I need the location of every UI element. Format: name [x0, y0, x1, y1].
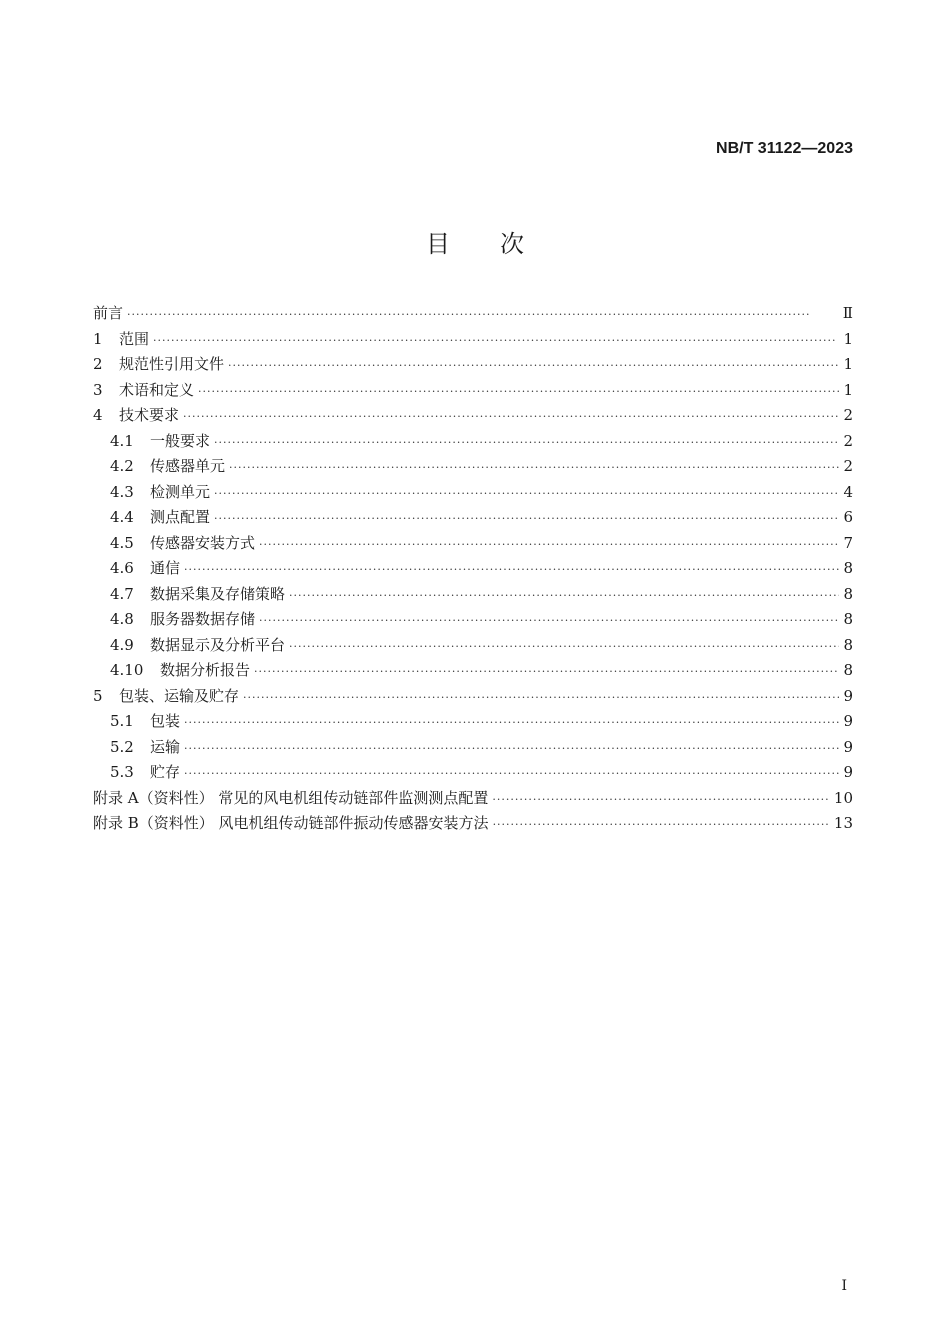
- standard-number: NB/T 31122—2023: [716, 140, 853, 157]
- toc-entry[interactable]: [93, 481, 853, 507]
- dot-leader: [259, 538, 839, 551]
- dot-leader: [184, 742, 839, 755]
- toc-entry-number: 5.3: [110, 763, 134, 781]
- dot-leader: [153, 334, 839, 347]
- dot-leader: [254, 665, 839, 678]
- toc-entry-title: 技术要求: [119, 406, 180, 424]
- dot-leader: [259, 614, 839, 627]
- toc-entry-page: 2: [843, 431, 853, 450]
- toc-entry-page: 1: [843, 380, 853, 399]
- toc-entry[interactable]: [93, 404, 853, 430]
- toc-entry-title: 一般要求: [150, 431, 211, 450]
- toc-entry[interactable]: [93, 761, 853, 787]
- toc-entry-title: 附录 A（资料性） 常见的风电机组传动链部件监测测点配置: [93, 788, 489, 807]
- toc-entry-title: 贮存: [150, 763, 181, 781]
- dot-leader: [492, 793, 830, 806]
- toc-entry-page: 6: [843, 508, 853, 526]
- toc-entry-number: 4.10: [110, 661, 144, 679]
- dot-leader: [289, 589, 839, 602]
- toc-entry[interactable]: [93, 302, 853, 328]
- toc-entry[interactable]: [93, 328, 853, 354]
- toc-entry-number: 4.6: [110, 559, 134, 577]
- table-of-contents: [93, 302, 853, 838]
- toc-entry[interactable]: [93, 634, 853, 660]
- page-number: I: [841, 1278, 847, 1294]
- toc-entry-number: 4.2: [110, 457, 134, 475]
- toc-entry-title: 测点配置: [150, 508, 211, 526]
- toc-entry-page: 7: [843, 533, 853, 552]
- toc-entry-title: 术语和定义: [119, 380, 195, 399]
- toc-entry-page: 8: [843, 610, 853, 628]
- toc-entry-number: 4.5: [110, 533, 134, 552]
- toc-entry-page: 8: [843, 661, 853, 679]
- toc-entry[interactable]: [93, 506, 853, 532]
- toc-entry-page: 2: [843, 457, 853, 475]
- toc-entry-number: 5.2: [110, 737, 134, 756]
- toc-entry-title: 包装: [150, 712, 181, 730]
- toc-entry-title: 附录 B（资料性） 风电机组传动链部件振动传感器安装方法: [93, 814, 489, 832]
- toc-entry[interactable]: [93, 736, 853, 762]
- toc-entry-page: 8: [843, 559, 853, 577]
- dot-leader: [198, 385, 839, 398]
- toc-entry-number: 4.3: [110, 482, 134, 501]
- toc-entry-title: 传感器安装方式: [150, 533, 256, 552]
- page-title: 目次: [426, 230, 574, 258]
- dot-leader: [184, 767, 839, 780]
- dot-leader: [184, 563, 839, 576]
- dot-leader: [229, 461, 839, 474]
- toc-entry[interactable]: [93, 353, 853, 379]
- toc-entry-number: 4.9: [110, 635, 134, 654]
- toc-entry-title: 数据显示及分析平台: [150, 635, 286, 654]
- toc-entry[interactable]: [93, 379, 853, 405]
- toc-entry-page: 2: [843, 406, 853, 424]
- toc-entry[interactable]: [93, 532, 853, 558]
- toc-entry[interactable]: [93, 659, 853, 685]
- toc-entry-title: 通信: [150, 559, 181, 577]
- toc-entry-page: 9: [843, 712, 853, 730]
- dot-leader: [243, 691, 839, 704]
- toc-entry-number: 5: [93, 686, 103, 705]
- toc-entry[interactable]: [93, 583, 853, 609]
- toc-entry-page: Ⅱ: [842, 304, 853, 322]
- toc-entry-title: 传感器单元: [150, 457, 226, 475]
- dot-leader: [127, 308, 839, 321]
- toc-entry-title: 规范性引用文件: [119, 355, 225, 373]
- toc-entry-page: 1: [843, 355, 853, 373]
- toc-entry[interactable]: [93, 787, 853, 813]
- toc-entry-page: 9: [843, 737, 853, 756]
- dot-leader: [228, 359, 839, 372]
- toc-entry[interactable]: [93, 608, 853, 634]
- toc-entry-title: 前言: [93, 304, 124, 322]
- toc-entry-page: 4: [843, 482, 853, 501]
- toc-entry[interactable]: [93, 430, 853, 456]
- toc-entry-title: 数据采集及存储策略: [150, 584, 286, 603]
- dot-leader: [214, 512, 839, 525]
- toc-entry-title: 服务器数据存储: [150, 610, 256, 628]
- toc-entry-number: 4.1: [110, 431, 134, 450]
- toc-entry-title: 运输: [150, 737, 181, 756]
- toc-entry-page: 9: [843, 763, 853, 781]
- toc-entry[interactable]: [93, 685, 853, 711]
- toc-entry[interactable]: [93, 812, 853, 838]
- toc-entry-page: 8: [843, 635, 853, 654]
- toc-entry-page: 10: [833, 788, 853, 807]
- toc-entry-number: 5.1: [110, 712, 134, 730]
- dot-leader: [214, 436, 839, 449]
- dot-leader: [184, 716, 839, 729]
- dot-leader: [183, 410, 839, 423]
- dot-leader: [289, 640, 839, 653]
- toc-entry-title: 范围: [119, 329, 150, 348]
- toc-entry-number: 4.7: [110, 584, 134, 603]
- toc-entry-number: 3: [93, 380, 103, 399]
- toc-entry-number: 4: [93, 406, 103, 424]
- toc-entry-page: 9: [843, 686, 853, 705]
- dot-leader: [214, 487, 839, 500]
- toc-entry-page: 8: [843, 584, 853, 603]
- toc-entry-number: 4.4: [110, 508, 134, 526]
- toc-entry-number: 2: [93, 355, 103, 373]
- dot-leader: [493, 818, 830, 831]
- toc-entry[interactable]: [93, 557, 853, 583]
- toc-entry-title: 检测单元: [150, 482, 211, 501]
- toc-entry-page: 13: [833, 814, 853, 832]
- toc-entry-title: 数据分析报告: [160, 661, 251, 679]
- toc-entry-page: 1: [843, 329, 853, 348]
- toc-entry[interactable]: [93, 710, 853, 736]
- toc-entry-number: 4.8: [110, 610, 134, 628]
- toc-entry-title: 包装、运输及贮存: [119, 686, 240, 705]
- toc-entry-number: 1: [93, 329, 103, 348]
- toc-entry[interactable]: [93, 455, 853, 481]
